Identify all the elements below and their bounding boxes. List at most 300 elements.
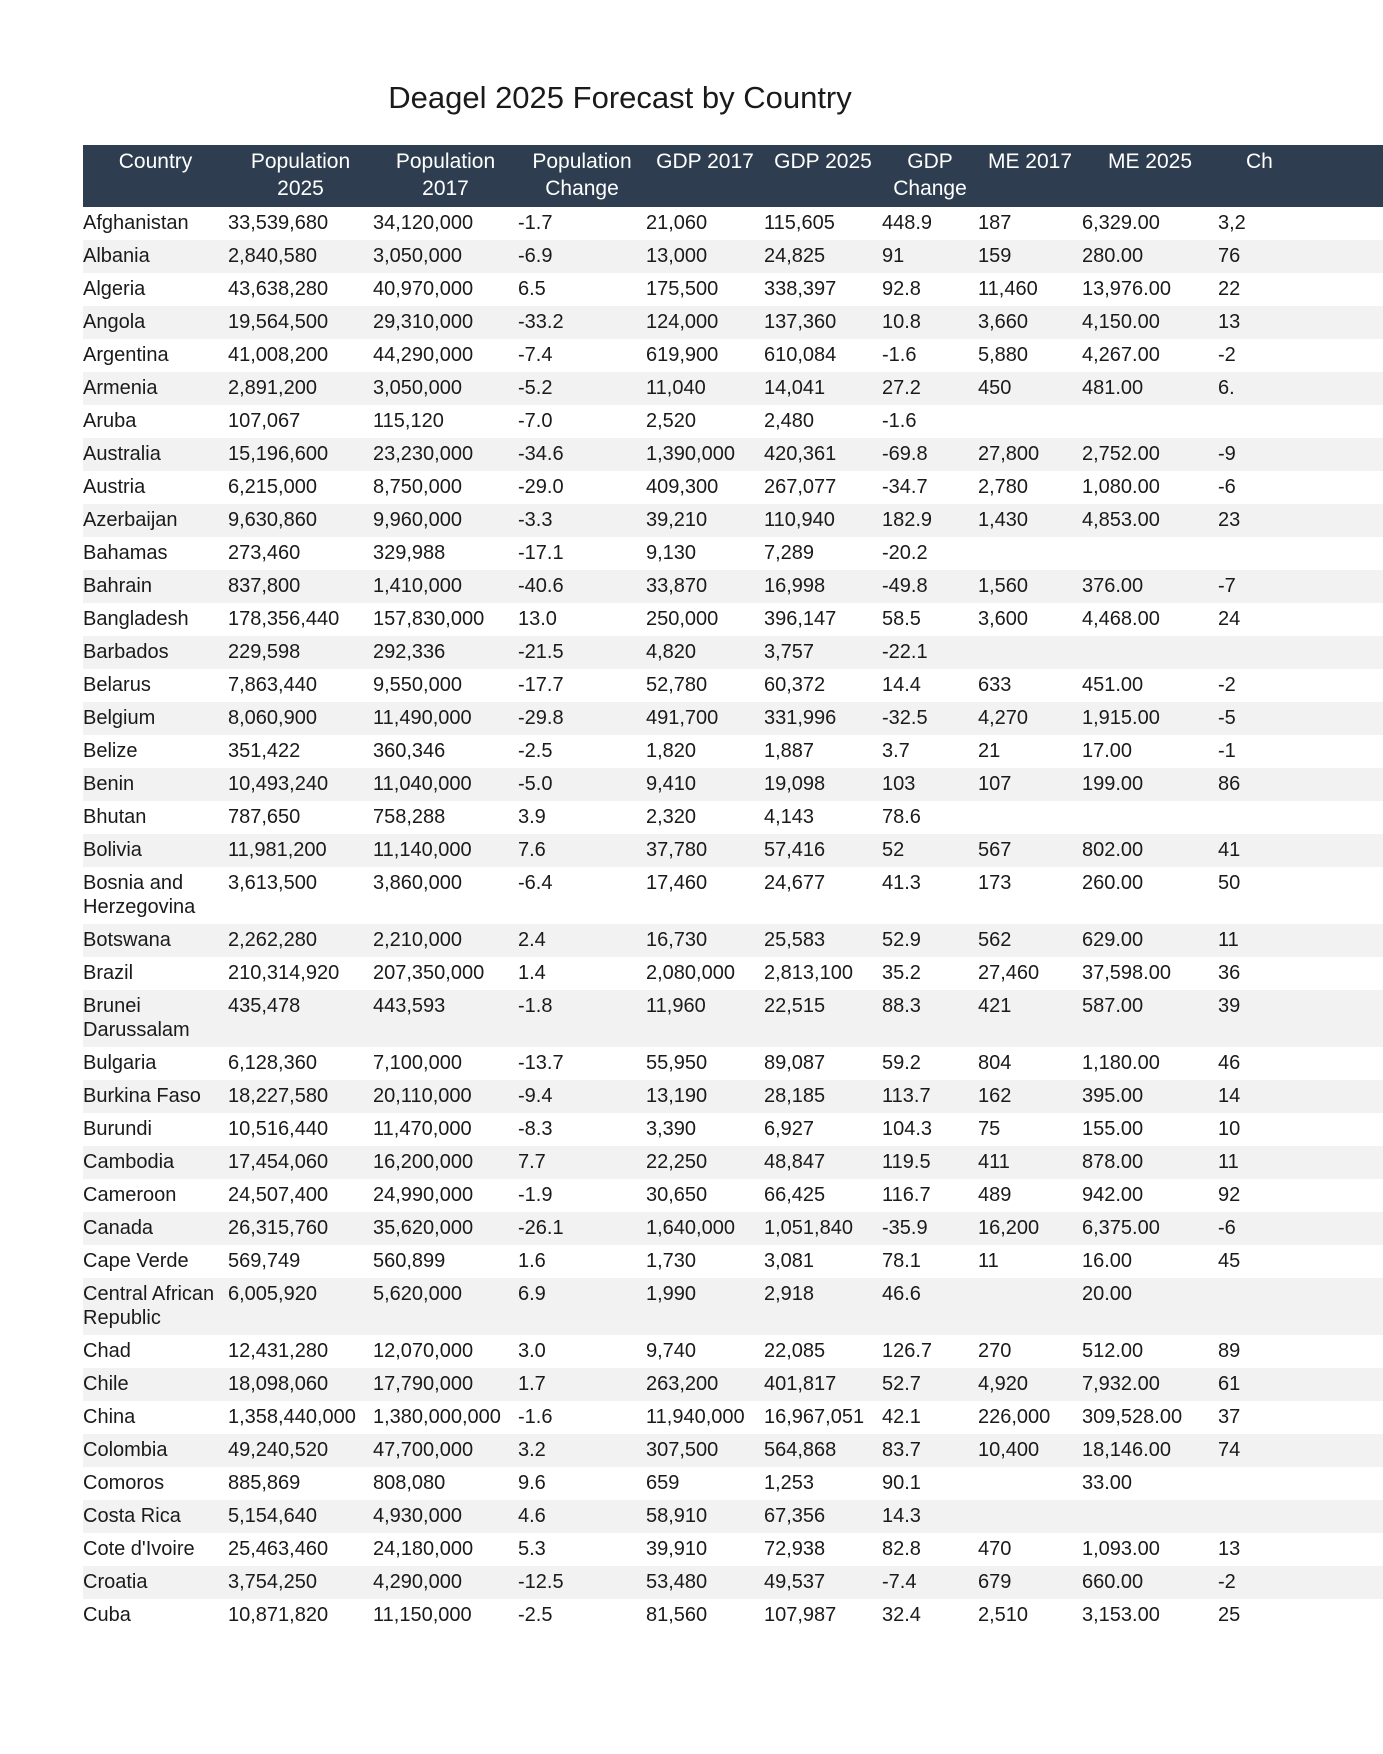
header-gdp-2017: GDP 2017	[646, 145, 764, 207]
cell-population-2025: 2,891,200	[228, 372, 373, 405]
cell-me-2025: 6,375.00	[1082, 1212, 1218, 1245]
table-row	[83, 1533, 1383, 1566]
table-row	[83, 867, 1383, 924]
cell-gdp-change: 182.9	[882, 504, 978, 537]
cell-population-change: -34.6	[518, 438, 646, 471]
table-row	[83, 1047, 1383, 1080]
cell-gdp-2025: 420,361	[764, 438, 882, 471]
cell-gdp-change: 14.3	[882, 1500, 978, 1533]
cell-gdp-2025: 7,289	[764, 537, 882, 570]
table-row	[83, 1278, 1383, 1335]
cell-gdp-change: 88.3	[882, 990, 978, 1047]
cell-me-2025	[1082, 801, 1218, 834]
cell-population-2025: 210,314,920	[228, 957, 373, 990]
cell-gdp-change: -34.7	[882, 471, 978, 504]
cell-population-2025: 18,098,060	[228, 1368, 373, 1401]
cell-me-2017: 633	[978, 669, 1082, 702]
table-row	[83, 1113, 1383, 1146]
cell-population-2025: 273,460	[228, 537, 373, 570]
cell-country: Bahamas	[83, 537, 228, 570]
cell-me-2017: 450	[978, 372, 1082, 405]
cell-gdp-2017: 39,210	[646, 504, 764, 537]
cell-gdp-2025: 1,887	[764, 735, 882, 768]
cell-gdp-2017: 2,320	[646, 801, 764, 834]
cell-country: Belarus	[83, 669, 228, 702]
cell-me-2025: 878.00	[1082, 1146, 1218, 1179]
cell-population-2025: 885,869	[228, 1467, 373, 1500]
cell-population-2017: 443,593	[373, 990, 518, 1047]
cell-me-2017: 489	[978, 1179, 1082, 1212]
cell-me-2025: 37,598.00	[1082, 957, 1218, 990]
cell-me-change: 41	[1218, 834, 1383, 867]
cell-country: Bahrain	[83, 570, 228, 603]
cell-population-change: 3.2	[518, 1434, 646, 1467]
cell-country: Bangladesh	[83, 603, 228, 636]
cell-gdp-change: -35.9	[882, 1212, 978, 1245]
cell-me-2025: 802.00	[1082, 834, 1218, 867]
cell-me-change: 37	[1218, 1401, 1383, 1434]
cell-population-2017: 23,230,000	[373, 438, 518, 471]
page-title: Deagel 2025 Forecast by Country	[388, 80, 852, 115]
cell-gdp-2025: 19,098	[764, 768, 882, 801]
cell-gdp-2017: 17,460	[646, 867, 764, 924]
cell-population-2017: 758,288	[373, 801, 518, 834]
cell-me-2025: 17.00	[1082, 735, 1218, 768]
cell-me-2017: 11	[978, 1245, 1082, 1278]
table-row	[83, 372, 1383, 405]
cell-me-2025: 13,976.00	[1082, 273, 1218, 306]
cell-me-2017	[978, 405, 1082, 438]
cell-me-2025: 1,080.00	[1082, 471, 1218, 504]
cell-gdp-2025: 66,425	[764, 1179, 882, 1212]
cell-gdp-2017: 124,000	[646, 306, 764, 339]
cell-population-2025: 10,871,820	[228, 1599, 373, 1632]
cell-population-2025: 3,613,500	[228, 867, 373, 924]
cell-gdp-2017: 81,560	[646, 1599, 764, 1632]
cell-me-change: -7	[1218, 570, 1383, 603]
cell-gdp-change: -49.8	[882, 570, 978, 603]
cell-gdp-change: 14.4	[882, 669, 978, 702]
cell-population-change: -2.5	[518, 1599, 646, 1632]
cell-me-2017: 679	[978, 1566, 1082, 1599]
cell-me-2025: 512.00	[1082, 1335, 1218, 1368]
cell-population-change: -17.7	[518, 669, 646, 702]
cell-me-2025: 2,752.00	[1082, 438, 1218, 471]
cell-population-change: 1.6	[518, 1245, 646, 1278]
cell-gdp-2025: 610,084	[764, 339, 882, 372]
cell-gdp-change: 52.9	[882, 924, 978, 957]
table-row	[83, 1146, 1383, 1179]
forecast-table-container	[83, 145, 1273, 1632]
cell-me-change: -2	[1218, 669, 1383, 702]
cell-gdp-2025: 396,147	[764, 603, 882, 636]
cell-me-2025: 587.00	[1082, 990, 1218, 1047]
cell-gdp-2025: 267,077	[764, 471, 882, 504]
table-row	[83, 1401, 1383, 1434]
cell-gdp-2017: 58,910	[646, 1500, 764, 1533]
cell-me-change: -1	[1218, 735, 1383, 768]
cell-me-change: 25	[1218, 1599, 1383, 1632]
cell-gdp-2017: 11,960	[646, 990, 764, 1047]
cell-country: Benin	[83, 768, 228, 801]
cell-population-2017: 3,050,000	[373, 372, 518, 405]
cell-me-2017: 159	[978, 240, 1082, 273]
table-row	[83, 702, 1383, 735]
cell-gdp-2025: 2,480	[764, 405, 882, 438]
cell-gdp-change: -69.8	[882, 438, 978, 471]
cell-me-change	[1218, 405, 1383, 438]
cell-me-change: 10	[1218, 1113, 1383, 1146]
cell-country: Cote d'Ivoire	[83, 1533, 228, 1566]
cell-population-change: -29.8	[518, 702, 646, 735]
cell-me-2025: 280.00	[1082, 240, 1218, 273]
cell-population-2017: 11,140,000	[373, 834, 518, 867]
cell-me-2025: 4,853.00	[1082, 504, 1218, 537]
cell-country: Botswana	[83, 924, 228, 957]
cell-gdp-change: 3.7	[882, 735, 978, 768]
cell-population-2017: 17,790,000	[373, 1368, 518, 1401]
header-population-2017: Population 2017	[373, 145, 518, 207]
cell-gdp-2025: 107,987	[764, 1599, 882, 1632]
header-population-2025: Population 2025	[228, 145, 373, 207]
cell-population-2025: 9,630,860	[228, 504, 373, 537]
cell-me-2017: 75	[978, 1113, 1082, 1146]
cell-me-2017: 1,430	[978, 504, 1082, 537]
cell-me-2017: 27,460	[978, 957, 1082, 990]
table-row	[83, 339, 1383, 372]
cell-me-2025: 33.00	[1082, 1467, 1218, 1500]
cell-gdp-2017: 1,390,000	[646, 438, 764, 471]
cell-gdp-change: 113.7	[882, 1080, 978, 1113]
cell-gdp-2025: 60,372	[764, 669, 882, 702]
table-row	[83, 735, 1383, 768]
cell-population-change: -5.2	[518, 372, 646, 405]
cell-me-change: 23	[1218, 504, 1383, 537]
cell-gdp-2025: 338,397	[764, 273, 882, 306]
cell-population-2017: 7,100,000	[373, 1047, 518, 1080]
cell-me-2025: 1,180.00	[1082, 1047, 1218, 1080]
cell-country: Cape Verde	[83, 1245, 228, 1278]
cell-gdp-2017: 22,250	[646, 1146, 764, 1179]
cell-population-change: 3.9	[518, 801, 646, 834]
cell-me-2017: 421	[978, 990, 1082, 1047]
cell-me-2025: 481.00	[1082, 372, 1218, 405]
cell-me-change: -5	[1218, 702, 1383, 735]
cell-population-2017: 329,988	[373, 537, 518, 570]
table-row	[83, 471, 1383, 504]
cell-population-2025: 41,008,200	[228, 339, 373, 372]
cell-country: Angola	[83, 306, 228, 339]
cell-population-change: -21.5	[518, 636, 646, 669]
cell-me-change: 46	[1218, 1047, 1383, 1080]
cell-population-2017: 11,150,000	[373, 1599, 518, 1632]
cell-gdp-2025: 24,677	[764, 867, 882, 924]
table-row	[83, 438, 1383, 471]
cell-country: Albania	[83, 240, 228, 273]
cell-population-2017: 9,550,000	[373, 669, 518, 702]
cell-me-change: -6	[1218, 1212, 1383, 1245]
cell-population-2017: 44,290,000	[373, 339, 518, 372]
cell-gdp-change: 119.5	[882, 1146, 978, 1179]
cell-population-change: 9.6	[518, 1467, 646, 1500]
cell-me-2017: 2,780	[978, 471, 1082, 504]
cell-gdp-2017: 13,190	[646, 1080, 764, 1113]
cell-gdp-2017: 9,410	[646, 768, 764, 801]
cell-population-2025: 26,315,760	[228, 1212, 373, 1245]
header-gdp-change: GDP Change	[882, 145, 978, 207]
table-row	[83, 405, 1383, 438]
cell-population-2017: 16,200,000	[373, 1146, 518, 1179]
cell-me-2017: 5,880	[978, 339, 1082, 372]
table-row	[83, 957, 1383, 990]
cell-me-2025: 660.00	[1082, 1566, 1218, 1599]
cell-me-2025: 3,153.00	[1082, 1599, 1218, 1632]
cell-me-change: 74	[1218, 1434, 1383, 1467]
cell-me-2025: 18,146.00	[1082, 1434, 1218, 1467]
cell-gdp-2025: 22,515	[764, 990, 882, 1047]
cell-me-2025: 4,468.00	[1082, 603, 1218, 636]
cell-population-2017: 1,380,000,000	[373, 1401, 518, 1434]
cell-population-2017: 560,899	[373, 1245, 518, 1278]
cell-population-2017: 40,970,000	[373, 273, 518, 306]
cell-me-2017: 411	[978, 1146, 1082, 1179]
cell-population-2025: 10,493,240	[228, 768, 373, 801]
cell-population-change: -7.0	[518, 405, 646, 438]
cell-me-change	[1218, 1467, 1383, 1500]
table-row	[83, 1368, 1383, 1401]
cell-gdp-2017: 3,390	[646, 1113, 764, 1146]
cell-population-change: 1.7	[518, 1368, 646, 1401]
cell-population-2025: 2,840,580	[228, 240, 373, 273]
cell-population-2025: 43,638,280	[228, 273, 373, 306]
cell-me-2017	[978, 1278, 1082, 1335]
cell-gdp-2017: 9,130	[646, 537, 764, 570]
cell-population-change: -9.4	[518, 1080, 646, 1113]
cell-me-2017	[978, 1467, 1082, 1500]
table-row	[83, 537, 1383, 570]
cell-gdp-change: 116.7	[882, 1179, 978, 1212]
cell-gdp-change: 448.9	[882, 207, 978, 240]
cell-me-2017: 11,460	[978, 273, 1082, 306]
table-row	[83, 1179, 1383, 1212]
cell-population-change: -40.6	[518, 570, 646, 603]
cell-population-2017: 4,930,000	[373, 1500, 518, 1533]
cell-gdp-2017: 13,000	[646, 240, 764, 273]
table-row	[83, 1500, 1383, 1533]
cell-me-2025: 376.00	[1082, 570, 1218, 603]
cell-me-2017: 21	[978, 735, 1082, 768]
cell-gdp-change: 32.4	[882, 1599, 978, 1632]
cell-population-2017: 24,180,000	[373, 1533, 518, 1566]
cell-population-2025: 18,227,580	[228, 1080, 373, 1113]
cell-population-change: 1.4	[518, 957, 646, 990]
cell-country: Chile	[83, 1368, 228, 1401]
cell-population-2025: 25,463,460	[228, 1533, 373, 1566]
cell-gdp-2017: 491,700	[646, 702, 764, 735]
cell-me-change: 11	[1218, 1146, 1383, 1179]
cell-gdp-2017: 4,820	[646, 636, 764, 669]
cell-population-2025: 229,598	[228, 636, 373, 669]
cell-population-change: 7.6	[518, 834, 646, 867]
cell-population-2025: 6,128,360	[228, 1047, 373, 1080]
header-me-2025: ME 2025	[1082, 145, 1218, 207]
cell-me-2017: 107	[978, 768, 1082, 801]
cell-population-2017: 8,750,000	[373, 471, 518, 504]
cell-me-2017: 4,270	[978, 702, 1082, 735]
cell-population-2017: 157,830,000	[373, 603, 518, 636]
cell-population-2025: 569,749	[228, 1245, 373, 1278]
cell-country: Brazil	[83, 957, 228, 990]
header-population-change: Population Change	[518, 145, 646, 207]
cell-me-change: 13	[1218, 1533, 1383, 1566]
cell-me-change: -2	[1218, 339, 1383, 372]
cell-gdp-2017: 52,780	[646, 669, 764, 702]
table-row	[83, 1467, 1383, 1500]
cell-population-change: -12.5	[518, 1566, 646, 1599]
cell-gdp-2017: 53,480	[646, 1566, 764, 1599]
cell-population-2017: 47,700,000	[373, 1434, 518, 1467]
cell-gdp-2017: 263,200	[646, 1368, 764, 1401]
header-country: Country	[83, 145, 228, 207]
cell-gdp-change: 103	[882, 768, 978, 801]
cell-me-2017: 226,000	[978, 1401, 1082, 1434]
cell-country: Cameroon	[83, 1179, 228, 1212]
cell-me-2025: 155.00	[1082, 1113, 1218, 1146]
cell-population-2025: 787,650	[228, 801, 373, 834]
cell-me-2025: 16.00	[1082, 1245, 1218, 1278]
cell-country: Austria	[83, 471, 228, 504]
cell-gdp-2025: 115,605	[764, 207, 882, 240]
cell-gdp-2017: 250,000	[646, 603, 764, 636]
cell-gdp-2025: 16,998	[764, 570, 882, 603]
table-row	[83, 1599, 1383, 1632]
cell-population-2017: 9,960,000	[373, 504, 518, 537]
cell-gdp-change: 46.6	[882, 1278, 978, 1335]
cell-me-change: 86	[1218, 768, 1383, 801]
cell-gdp-2025: 57,416	[764, 834, 882, 867]
cell-gdp-change: 78.6	[882, 801, 978, 834]
cell-population-2017: 34,120,000	[373, 207, 518, 240]
cell-me-2025: 942.00	[1082, 1179, 1218, 1212]
cell-population-change: 13.0	[518, 603, 646, 636]
cell-me-2025	[1082, 405, 1218, 438]
cell-gdp-change: 90.1	[882, 1467, 978, 1500]
cell-gdp-change: 58.5	[882, 603, 978, 636]
cell-gdp-change: -32.5	[882, 702, 978, 735]
cell-gdp-2025: 137,360	[764, 306, 882, 339]
cell-gdp-2025: 89,087	[764, 1047, 882, 1080]
cell-gdp-2025: 67,356	[764, 1500, 882, 1533]
table-row	[83, 669, 1383, 702]
cell-population-2025: 19,564,500	[228, 306, 373, 339]
cell-gdp-change: 52.7	[882, 1368, 978, 1401]
cell-me-2017: 562	[978, 924, 1082, 957]
cell-country: Barbados	[83, 636, 228, 669]
table-row	[83, 306, 1383, 339]
cell-me-change: 11	[1218, 924, 1383, 957]
table-row	[83, 1566, 1383, 1599]
cell-me-change	[1218, 636, 1383, 669]
cell-population-2025: 6,005,920	[228, 1278, 373, 1335]
cell-population-change: -1.6	[518, 1401, 646, 1434]
cell-country: Burundi	[83, 1113, 228, 1146]
cell-population-change: 6.5	[518, 273, 646, 306]
cell-gdp-2025: 72,938	[764, 1533, 882, 1566]
cell-me-2025: 395.00	[1082, 1080, 1218, 1113]
cell-gdp-change: -7.4	[882, 1566, 978, 1599]
cell-population-2017: 11,490,000	[373, 702, 518, 735]
cell-population-2017: 207,350,000	[373, 957, 518, 990]
cell-gdp-change: 27.2	[882, 372, 978, 405]
cell-gdp-2025: 6,927	[764, 1113, 882, 1146]
cell-me-change: 36	[1218, 957, 1383, 990]
header-gdp-2025: GDP 2025	[764, 145, 882, 207]
cell-country: Australia	[83, 438, 228, 471]
cell-gdp-2025: 4,143	[764, 801, 882, 834]
cell-population-2025: 7,863,440	[228, 669, 373, 702]
cell-me-2025: 6,329.00	[1082, 207, 1218, 240]
cell-me-2025: 4,150.00	[1082, 306, 1218, 339]
cell-gdp-change: 104.3	[882, 1113, 978, 1146]
cell-gdp-2025: 16,967,051	[764, 1401, 882, 1434]
cell-gdp-2017: 1,990	[646, 1278, 764, 1335]
cell-me-2025: 20.00	[1082, 1278, 1218, 1335]
cell-gdp-change: 91	[882, 240, 978, 273]
cell-gdp-change: 83.7	[882, 1434, 978, 1467]
cell-gdp-2017: 55,950	[646, 1047, 764, 1080]
cell-gdp-2017: 175,500	[646, 273, 764, 306]
cell-gdp-2017: 1,730	[646, 1245, 764, 1278]
cell-population-change: -5.0	[518, 768, 646, 801]
cell-me-2017: 1,560	[978, 570, 1082, 603]
cell-me-2025: 260.00	[1082, 867, 1218, 924]
cell-me-change: 14	[1218, 1080, 1383, 1113]
cell-me-change	[1218, 537, 1383, 570]
cell-country: Bolivia	[83, 834, 228, 867]
cell-population-change: -8.3	[518, 1113, 646, 1146]
table-row	[83, 1335, 1383, 1368]
cell-country: Bhutan	[83, 801, 228, 834]
cell-population-2017: 11,040,000	[373, 768, 518, 801]
cell-me-change: -9	[1218, 438, 1383, 471]
cell-population-2017: 11,470,000	[373, 1113, 518, 1146]
cell-population-change: -6.4	[518, 867, 646, 924]
cell-population-change: -29.0	[518, 471, 646, 504]
cell-me-change: 13	[1218, 306, 1383, 339]
cell-population-2025: 5,154,640	[228, 1500, 373, 1533]
cell-population-change: 6.9	[518, 1278, 646, 1335]
cell-gdp-2017: 307,500	[646, 1434, 764, 1467]
cell-me-change: 3,2	[1218, 207, 1383, 240]
cell-population-change: -2.5	[518, 735, 646, 768]
cell-gdp-change: -1.6	[882, 405, 978, 438]
cell-population-2025: 2,262,280	[228, 924, 373, 957]
cell-country: Afghanistan	[83, 207, 228, 240]
cell-me-2017	[978, 537, 1082, 570]
cell-me-2025: 309,528.00	[1082, 1401, 1218, 1434]
cell-me-2017	[978, 801, 1082, 834]
cell-gdp-2017: 2,520	[646, 405, 764, 438]
cell-me-2017	[978, 1500, 1082, 1533]
cell-population-2017: 35,620,000	[373, 1212, 518, 1245]
cell-country: Argentina	[83, 339, 228, 372]
cell-population-2025: 435,478	[228, 990, 373, 1047]
cell-country: Algeria	[83, 273, 228, 306]
cell-population-change: -33.2	[518, 306, 646, 339]
cell-gdp-2017: 1,820	[646, 735, 764, 768]
cell-me-change: 24	[1218, 603, 1383, 636]
cell-gdp-2017: 11,040	[646, 372, 764, 405]
